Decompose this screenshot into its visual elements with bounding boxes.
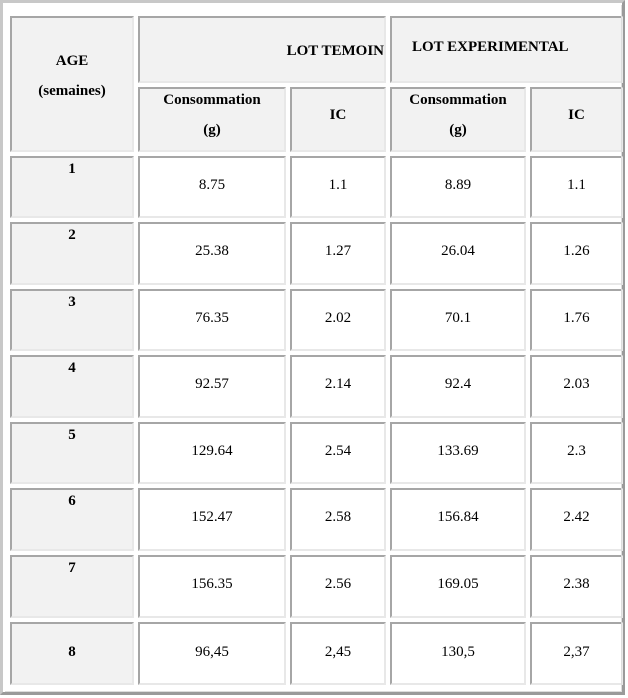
exp-ic-cell <box>530 622 623 685</box>
temoin-ic-cell <box>290 622 386 685</box>
temoin-consommation-cell <box>138 555 286 618</box>
exp-consommation-cell <box>390 622 526 685</box>
temoin-ic-value: 1.1 <box>328 177 348 193</box>
exp-ic-cell <box>530 156 623 218</box>
temoin-consommation-cell <box>138 422 286 484</box>
temoin-consommation-cell <box>138 289 286 351</box>
temoin-consommation-value: 152.47 <box>191 509 233 525</box>
age-value: 4 <box>68 360 76 376</box>
exp-ic-value: 2.03 <box>563 376 590 392</box>
exp-ic-value: 1.76 <box>563 310 590 326</box>
exp-consommation-value: 8.89 <box>444 177 472 193</box>
header-exp-ic-cell <box>530 87 623 152</box>
exp-consommation-cell <box>390 488 526 551</box>
temoin-consommation-cell <box>138 355 286 418</box>
exp-consommation-value: 26.04 <box>441 243 475 259</box>
exp-consommation-value: 133.69 <box>437 443 479 459</box>
exp-consommation-cell <box>390 355 526 418</box>
temoin-consommation-cell <box>138 156 286 218</box>
exp-consommation-value: 70.1 <box>444 310 472 326</box>
header-temoin-consommation-unit: (g) <box>203 122 221 138</box>
exp-ic-cell <box>530 289 623 351</box>
header-temoin-ic-cell <box>290 87 386 152</box>
temoin-ic-cell <box>290 555 386 618</box>
exp-consommation-cell <box>390 156 526 218</box>
temoin-ic-cell <box>290 289 386 351</box>
temoin-ic-value: 2.02 <box>324 310 352 326</box>
age-cell <box>10 222 134 285</box>
exp-consommation-cell <box>390 555 526 618</box>
temoin-consommation-value: 25.38 <box>195 243 229 259</box>
age-cell <box>10 422 134 484</box>
age-cell <box>10 289 134 351</box>
header-lot-experimental-cell <box>390 16 623 83</box>
header-age-cell <box>10 16 134 152</box>
age-cell <box>10 622 134 685</box>
temoin-ic-value: 2.58 <box>324 509 352 525</box>
exp-ic-value: 2.42 <box>563 509 590 525</box>
header-exp-consommation-cell <box>390 87 526 152</box>
age-cell <box>10 488 134 551</box>
age-value: 8 <box>68 644 76 660</box>
header-exp-consommation-label: Consommation <box>409 92 507 108</box>
header-temoin-consommation-cell <box>138 87 286 152</box>
temoin-consommation-value: 129.64 <box>191 443 233 459</box>
exp-consommation-value: 130,5 <box>441 644 475 660</box>
temoin-ic-value: 2.54 <box>324 443 352 459</box>
exp-ic-cell <box>530 422 623 484</box>
exp-consommation-value: 169.05 <box>437 576 479 592</box>
temoin-ic-cell <box>290 355 386 418</box>
temoin-ic-value: 2.56 <box>324 576 352 592</box>
exp-consommation-value: 92.4 <box>444 376 472 392</box>
header-lot-temoin-cell <box>138 16 386 83</box>
temoin-ic-cell <box>290 422 386 484</box>
exp-consommation-cell <box>390 222 526 285</box>
temoin-ic-value: 2,45 <box>324 644 352 660</box>
header-temoin-ic-label: IC <box>329 107 347 123</box>
temoin-consommation-value: 92.57 <box>195 376 229 392</box>
temoin-ic-cell <box>290 222 386 285</box>
exp-ic-cell <box>530 355 623 418</box>
header-age-unit: (semaines) <box>38 83 106 99</box>
exp-ic-cell <box>530 555 623 618</box>
age-value: 1 <box>68 161 76 177</box>
age-cell <box>10 156 134 218</box>
age-value: 7 <box>68 560 76 576</box>
exp-consommation-value: 156.84 <box>437 509 479 525</box>
header-temoin-consommation-label: Consommation <box>163 92 261 108</box>
age-value: 5 <box>68 427 76 443</box>
exp-ic-value: 2.3 <box>567 443 586 459</box>
temoin-ic-cell <box>290 488 386 551</box>
age-cell <box>10 555 134 618</box>
temoin-consommation-value: 76.35 <box>195 310 229 326</box>
age-value: 2 <box>68 227 76 243</box>
header-exp-ic-label: IC <box>568 107 585 123</box>
temoin-consommation-value: 8.75 <box>198 177 226 193</box>
header-lot-temoin-label: LOT TEMOIN <box>286 43 384 59</box>
temoin-consommation-cell <box>138 622 286 685</box>
exp-ic-cell <box>530 488 623 551</box>
temoin-consommation-cell <box>138 222 286 285</box>
header-age-label: AGE <box>55 53 89 69</box>
age-cell <box>10 355 134 418</box>
header-exp-consommation-unit: (g) <box>449 122 467 138</box>
exp-ic-value: 2,37 <box>563 644 590 660</box>
temoin-ic-value: 2.14 <box>324 376 352 392</box>
exp-ic-value: 1.1 <box>567 177 586 193</box>
exp-consommation-cell <box>390 289 526 351</box>
age-value: 3 <box>68 294 76 310</box>
exp-ic-value: 2.38 <box>563 576 590 592</box>
temoin-ic-cell <box>290 156 386 218</box>
exp-ic-value: 1.26 <box>563 243 590 259</box>
temoin-consommation-value: 96,45 <box>195 644 229 660</box>
age-value: 6 <box>68 493 76 509</box>
temoin-ic-value: 1.27 <box>324 243 352 259</box>
temoin-consommation-cell <box>138 488 286 551</box>
exp-consommation-cell <box>390 422 526 484</box>
header-lot-experimental-label: LOT EXPERIMENTAL <box>412 39 569 55</box>
temoin-consommation-value: 156.35 <box>191 576 233 592</box>
exp-ic-cell <box>530 222 623 285</box>
